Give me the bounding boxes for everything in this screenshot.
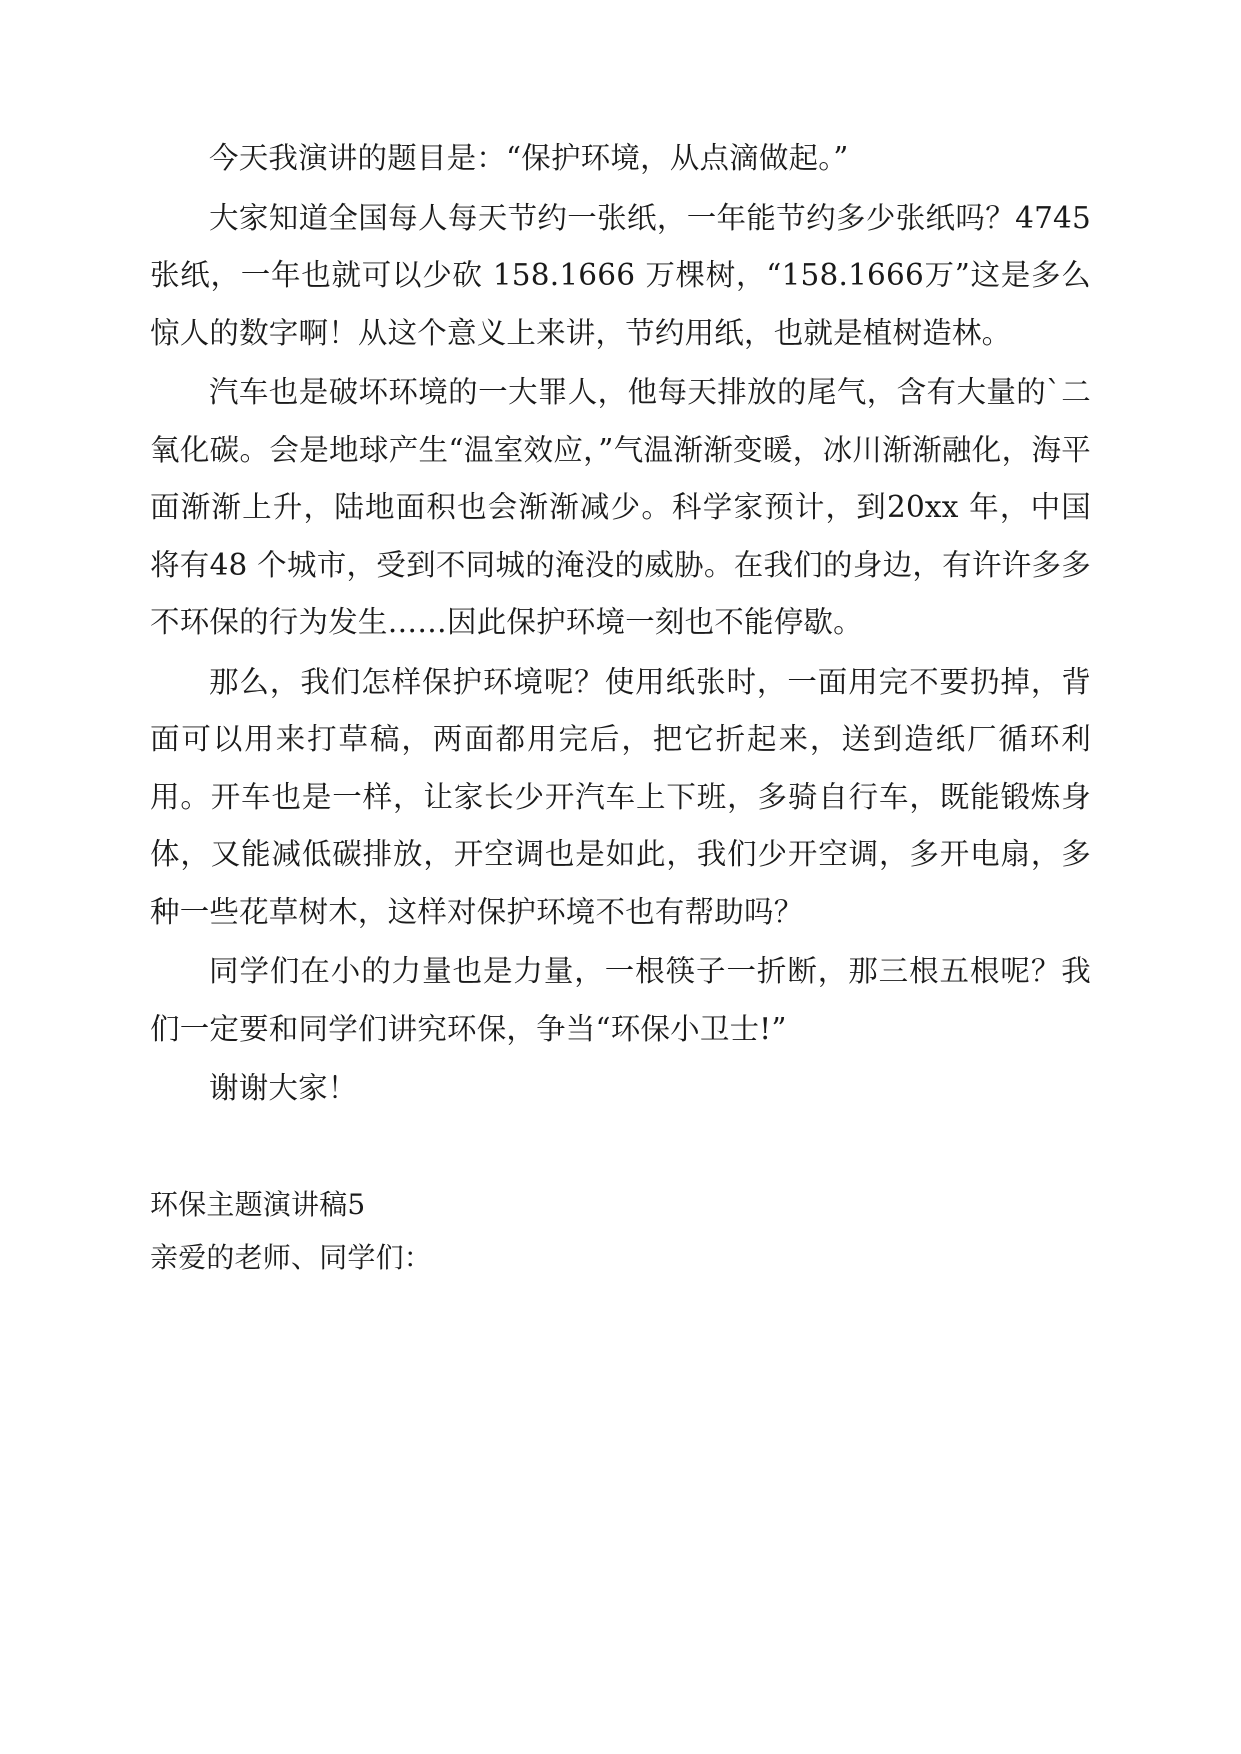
paragraph: 谢谢大家！ [209, 1071, 358, 1106]
section-spacer [150, 1120, 1091, 1178]
paragraph: 那么，我们怎样保护环境呢？使用纸张时，一面用完不要扔掉，背面可以用来打草稿，两面都用完后，把它折起来，送到造纸厂循环利用。开车也是一样，让家长少开汽车上下班，多骑自行车，既能锻炼身体，又能减低碳排放，开空调也是如此，我们少开空调，多开电扇，多种一些花草树木，这样对保护环境不也有帮助吗？ [150, 664, 1091, 929]
paragraph: 汽车也是破坏环境的一大罪人，他每天排放的尾气，含有大量的`二氧化碳。会是地球产生“温室效应，”气温渐渐变暖，冰川渐渐融化，海平面渐渐上升，陆地面积也会渐渐减少。科学家预计，到20xx 年，中国将有48 个城市，受到不同城的淹没的威胁。在我们的身边，有许许多多不环保的行为发生……因此保护环境一刻也不能停歇。 [150, 375, 1091, 640]
paragraph: 今天我演讲的题目是：“保护环境，从点滴做起。” [209, 141, 849, 175]
paragraph: 大家知道全国每人每天节约一张纸，一年能节约多少张纸吗？4745 张纸，一年也就可以少砍 158.1666 万棵树，“158.1666万”这是多么惊人的数字啊！从这个意义上来讲，节约用纸，也就是植树造林。 [150, 200, 1091, 350]
paragraph: 同学们在小的力量也是力量，一根筷子一折断，那三根五根呢？我们一定要和同学们讲究环保，争当“环保小卫士!” [150, 954, 1091, 1046]
next-section-greeting: 亲爱的老师、同学们： [150, 1240, 433, 1274]
next-section-title: 环保主题演讲稿5 [150, 1187, 366, 1221]
document-body [150, 130, 1091, 1284]
